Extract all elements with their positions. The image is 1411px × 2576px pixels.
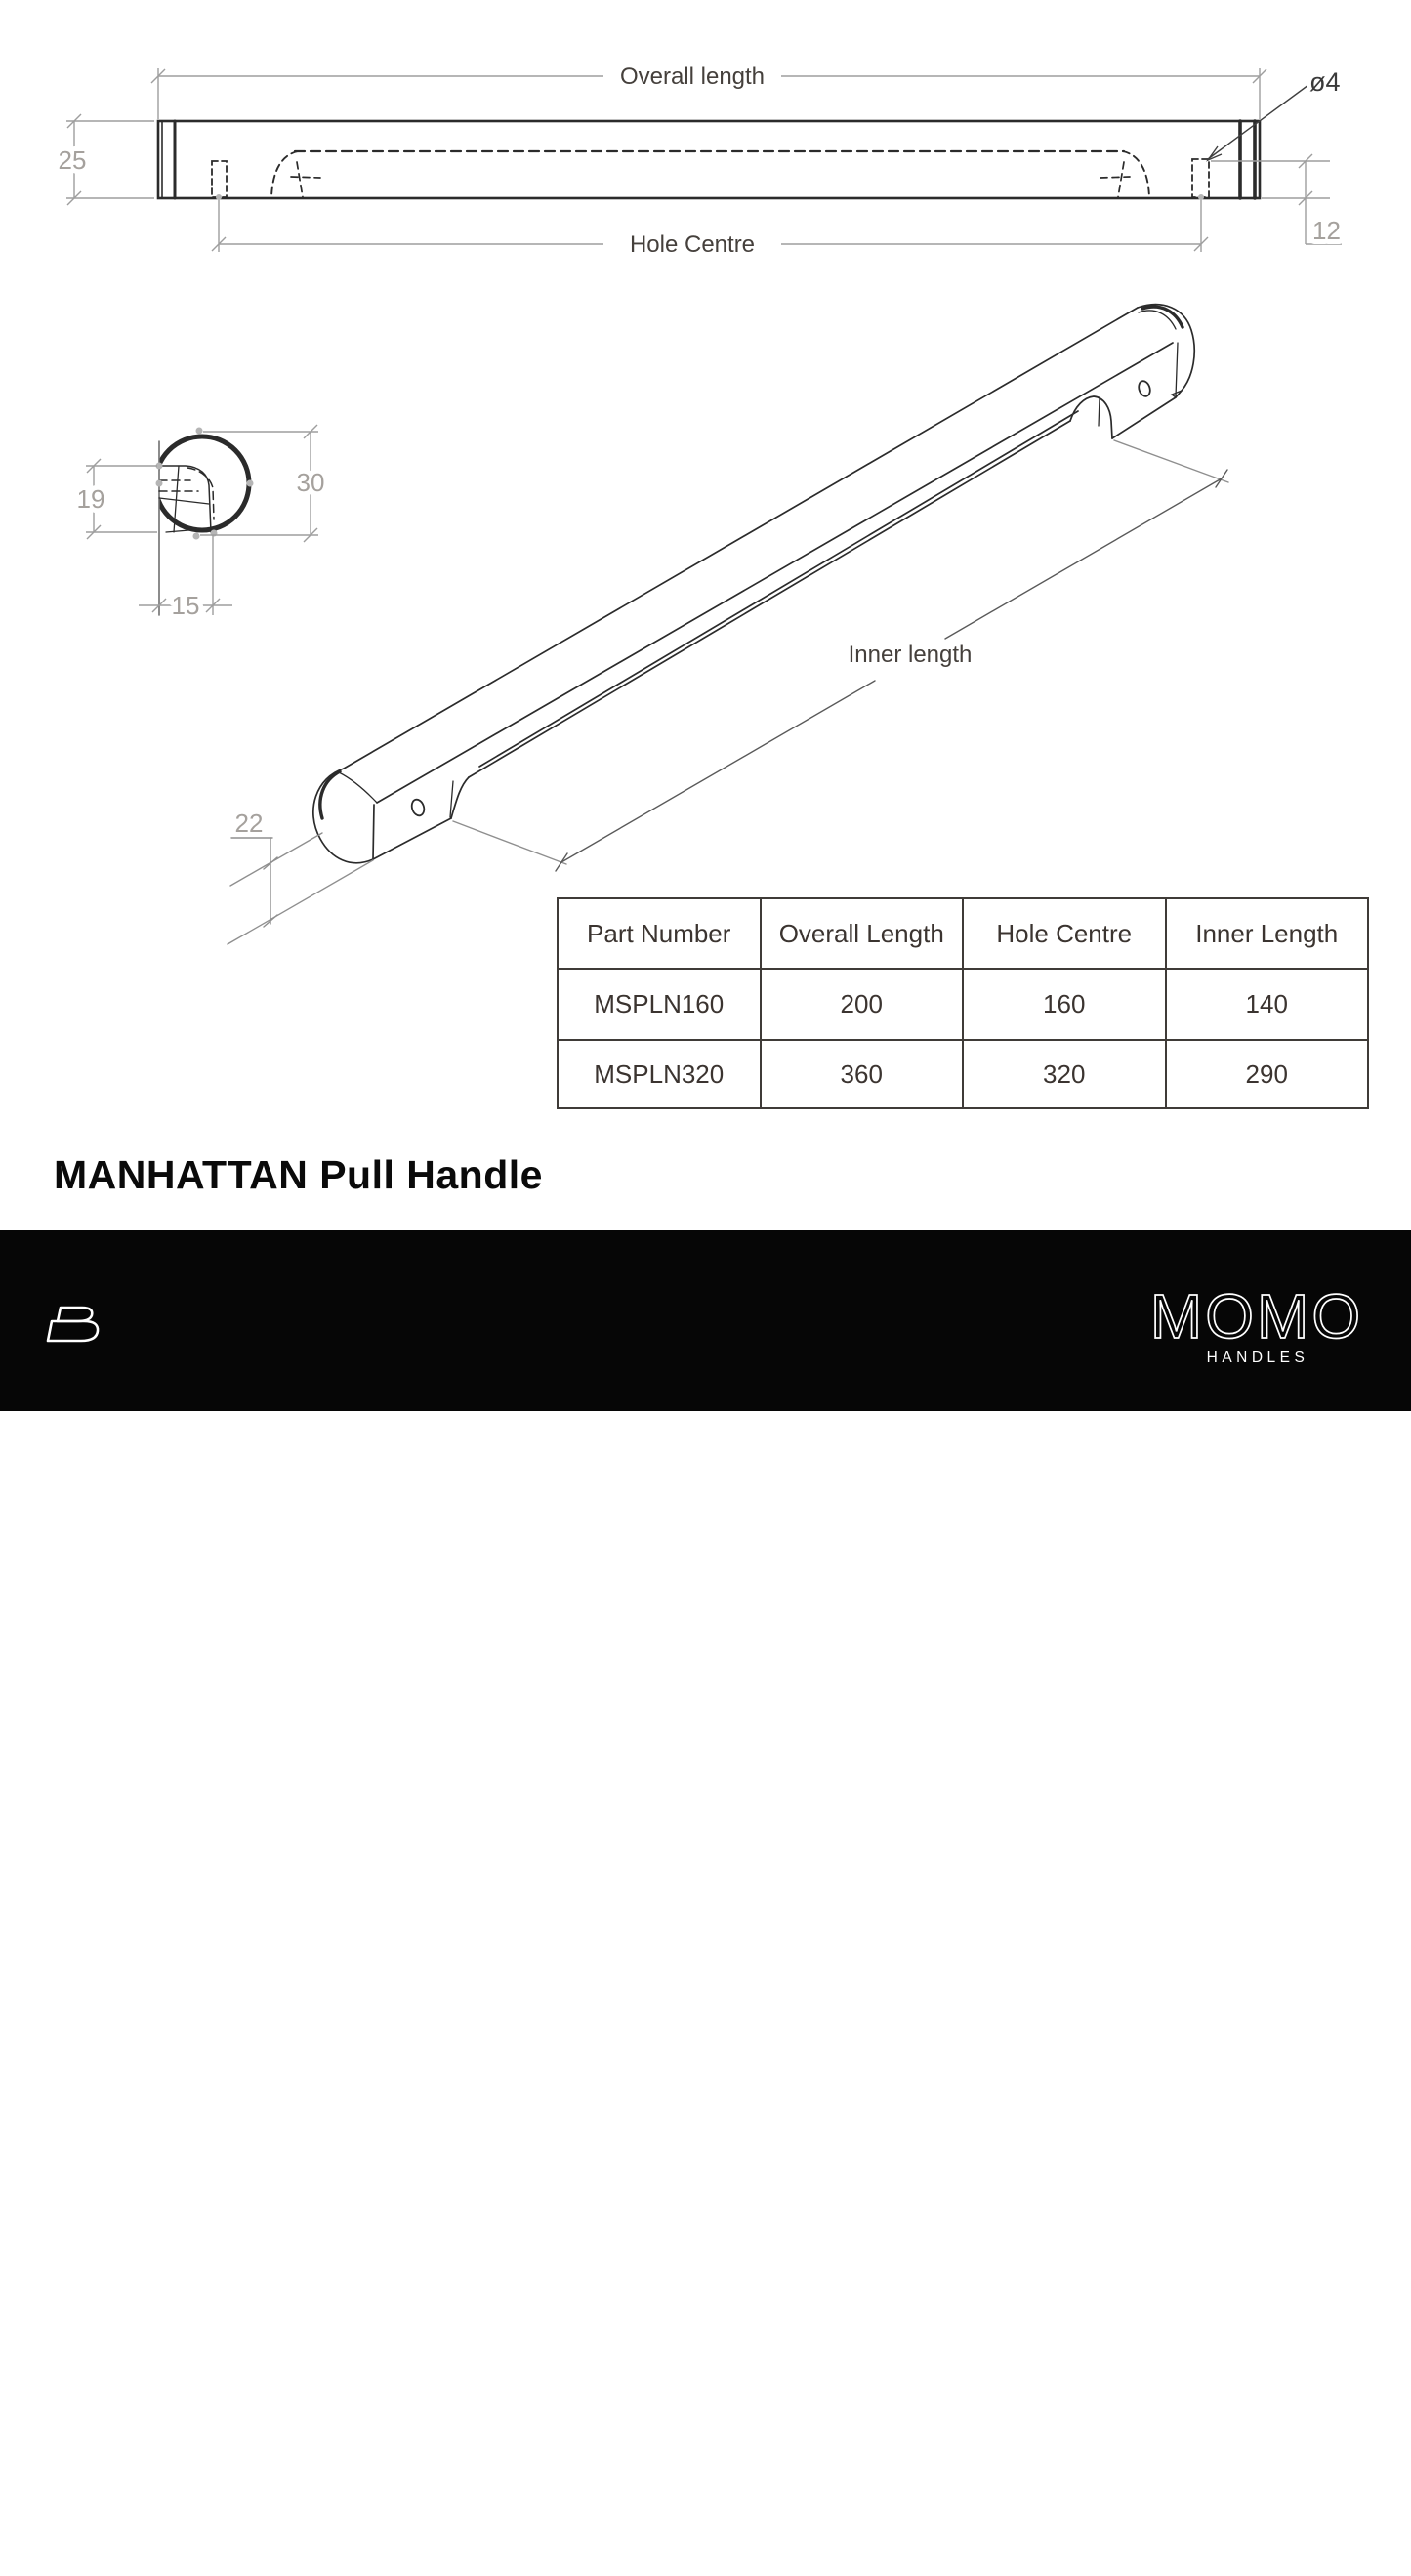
cell-hole-centre: 320 <box>963 1040 1166 1108</box>
cell-overall-length: 360 <box>761 1040 964 1108</box>
cell-inner-length: 140 <box>1166 969 1369 1040</box>
spec-table <box>557 897 1369 1109</box>
cell-part-number: MSPLN160 <box>558 969 761 1040</box>
inner-length-label: Inner length <box>848 642 973 668</box>
hole-diameter-label: ø4 <box>1309 67 1341 97</box>
footer-bar <box>0 1230 1411 2575</box>
dim-22: 22 <box>234 809 264 838</box>
section-view-drawing <box>145 422 254 615</box>
col-header-inner-length: Inner Length <box>1166 898 1369 969</box>
dim-30: 30 <box>296 468 325 497</box>
overall-length-label: Overall length <box>619 63 766 90</box>
footer-logos <box>0 1230 1411 1411</box>
section-view-dimensions <box>86 425 318 615</box>
cell-part-number: MSPLN320 <box>558 1040 761 1108</box>
iso-screw-hole-left <box>410 798 427 817</box>
front-view-drawing <box>158 121 1260 200</box>
table-row <box>558 1040 1368 1108</box>
iso-screw-hole-right <box>1137 380 1151 398</box>
handle-body-outline <box>158 121 1260 198</box>
momo-handles-subtext: HANDLES <box>1206 1350 1309 1366</box>
table-row <box>558 969 1368 1040</box>
section-circle <box>155 436 249 530</box>
dim-19: 19 <box>76 484 105 514</box>
col-header-hole-centre: Hole Centre <box>963 898 1166 969</box>
hole-centre-label: Hole Centre <box>629 231 756 258</box>
cell-inner-length: 290 <box>1166 1040 1369 1108</box>
dim-12: 12 <box>1312 216 1341 245</box>
buildmat-logo-icon <box>48 1308 98 1341</box>
cell-hole-centre: 160 <box>963 969 1166 1040</box>
buildmat-wordmark: BUILDMAT <box>115 2539 414 2575</box>
col-header-part-number: Part Number <box>558 898 761 969</box>
iso-view-drawing <box>313 305 1194 863</box>
col-header-overall-length: Overall Length <box>761 898 964 969</box>
dim-15: 15 <box>171 591 200 620</box>
dim-25: 25 <box>58 145 87 175</box>
spec-table-header-row <box>558 898 1368 969</box>
momo-logo <box>1150 1281 1363 1366</box>
cell-overall-length: 200 <box>761 969 964 1040</box>
momo-wordmark: MOMO <box>1149 1281 1364 1351</box>
iso-view-dimensions <box>228 440 1228 944</box>
page-title: MANHATTAN Pull Handle <box>54 1152 543 1197</box>
